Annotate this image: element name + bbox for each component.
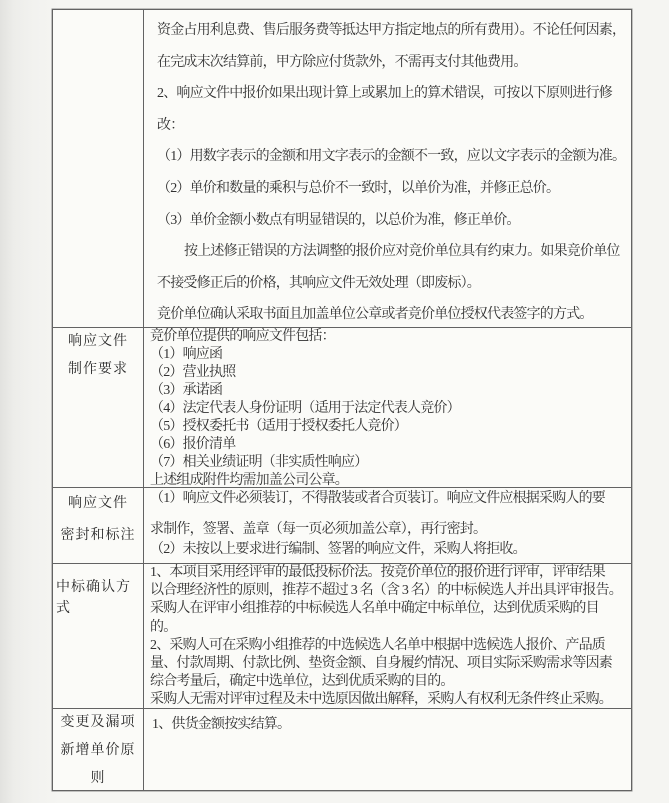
text-line: 求制作，签署、盖章（每一页必须加盖公章），再行密封。 — [150, 522, 487, 537]
text-line: 1、本项目采用经评审的最低投标价法。按竞价单位的报价进行评审，评审结果 — [150, 565, 605, 580]
text-line: 2、响应文件中报价如果出现计算上或累加上的算术错误，可按以下原则进行修 — [157, 86, 612, 102]
text-line: 竞价单位提供的响应文件包括： — [150, 329, 335, 344]
text-line: （4）法定代表人身份证明（适用于法定代表人竞价） — [150, 401, 460, 416]
text-line: 改： — [157, 117, 184, 133]
procurement-terms-table — [52, 9, 632, 791]
text-line: （2）未按以上要求进行编制、签署的响应文件，采购人将拒收。 — [150, 542, 526, 557]
text-line: 采购人在评审小组推荐的中标候选人名单中确定中标单位，达到优质采购的目 — [150, 601, 599, 617]
row-label-line: 则 — [90, 771, 106, 786]
text-line: （2）单价和数量的乘积与总价不一致时，以单价为准，并修正总价。 — [157, 180, 560, 196]
table-row-price-correction — [53, 10, 631, 328]
table-row-change-omission-principle — [53, 709, 631, 790]
text-line: （1）用数字表示的金额和用文字表示的金额不一致，应以文字表示的金额为准。 — [157, 149, 626, 165]
text-line: （5）授权委托书（适用于授权委托人竞价） — [150, 419, 407, 434]
text-line: 不接受修正后的价格，其响应文件无效处理（即废标）。 — [157, 275, 480, 291]
text-line: （2）营业执照 — [150, 365, 236, 380]
text-line: 在完成末次结算前，甲方除应付货款外，不需再支付其他费用。 — [157, 54, 527, 70]
row-label-cell — [53, 488, 144, 563]
table-row-sealing-marking — [53, 488, 631, 564]
text-line: 竞价单位确认采取书面且加盖单位公章或者竞价单位授权代表签字的方式。 — [157, 307, 593, 323]
row-content-cell — [144, 709, 631, 790]
row-label-cell — [53, 10, 144, 327]
row-content-cell — [144, 10, 631, 327]
text-line: 资金占用利息费、售后服务费等抵达甲方指定地点的所有费用）。不论任何因素， — [157, 23, 626, 38]
text-line: 的。 — [150, 619, 177, 635]
text-line: 综合考量后，确定中选单位，达到优质采购的目的。 — [150, 674, 454, 690]
text-line: （1）响应文件必须装订，不得散装或者合页装订。响应文件应根据采购人的要 — [150, 491, 605, 506]
text-line: 以合理经济性的原则，推荐不超过 3 名（含 3 名）的中标候选人并出具评审报告。 — [150, 583, 622, 599]
row-label-line: 制作要求 — [68, 362, 128, 377]
text-line: 2、采购人可在采购小组推荐的中选候选人名单中根据中选候选人报价、产品质 — [150, 637, 605, 653]
row-label-line: 式 — [56, 601, 71, 616]
text-line: 1、供货金额按实结算。 — [152, 717, 291, 732]
table-row-award-confirmation — [53, 564, 631, 709]
text-line: 按上述修正错误的方法调整的报价应对竞价单位具有约束力。如果竞价单位 — [184, 244, 620, 260]
text-line: 上述组成附件均需加盖公司公章。 — [150, 473, 348, 487]
text-line: （3）单价金额小数点有明显错误的，以总价为准，修正单价。 — [157, 212, 520, 228]
row-label-line: 密封和标注 — [60, 528, 136, 543]
table-row-document-preparation — [53, 328, 631, 488]
text-line: （3）承诺函 — [150, 383, 223, 398]
row-label-line: 响应文件 — [68, 496, 128, 511]
text-line: 采购人无需对评审过程及未中选原因做出解释，采购人有权利无条件终止采购。 — [150, 692, 612, 708]
text-line: （1）响应函 — [150, 347, 223, 362]
row-label-line: 变更及漏项 — [60, 715, 136, 730]
text-line: 量、付款周期、付款比例、垫资金额、自身履约情况、项目实际采购需求等因素 — [150, 656, 612, 672]
row-content-cell — [144, 328, 631, 487]
text-line: （6）报价清单 — [150, 437, 236, 452]
row-label-line: 响应文件 — [68, 334, 128, 349]
row-content-cell — [144, 564, 631, 708]
row-content-cell — [144, 488, 631, 563]
row-label-line: 新增单价原 — [60, 743, 136, 758]
row-label-line: 中标确认方 — [56, 580, 131, 595]
row-label-cell — [53, 328, 144, 487]
text-line: （7）相关业绩证明（非实质性响应） — [150, 455, 368, 470]
row-label-cell — [53, 709, 144, 790]
row-label-cell — [53, 564, 144, 708]
